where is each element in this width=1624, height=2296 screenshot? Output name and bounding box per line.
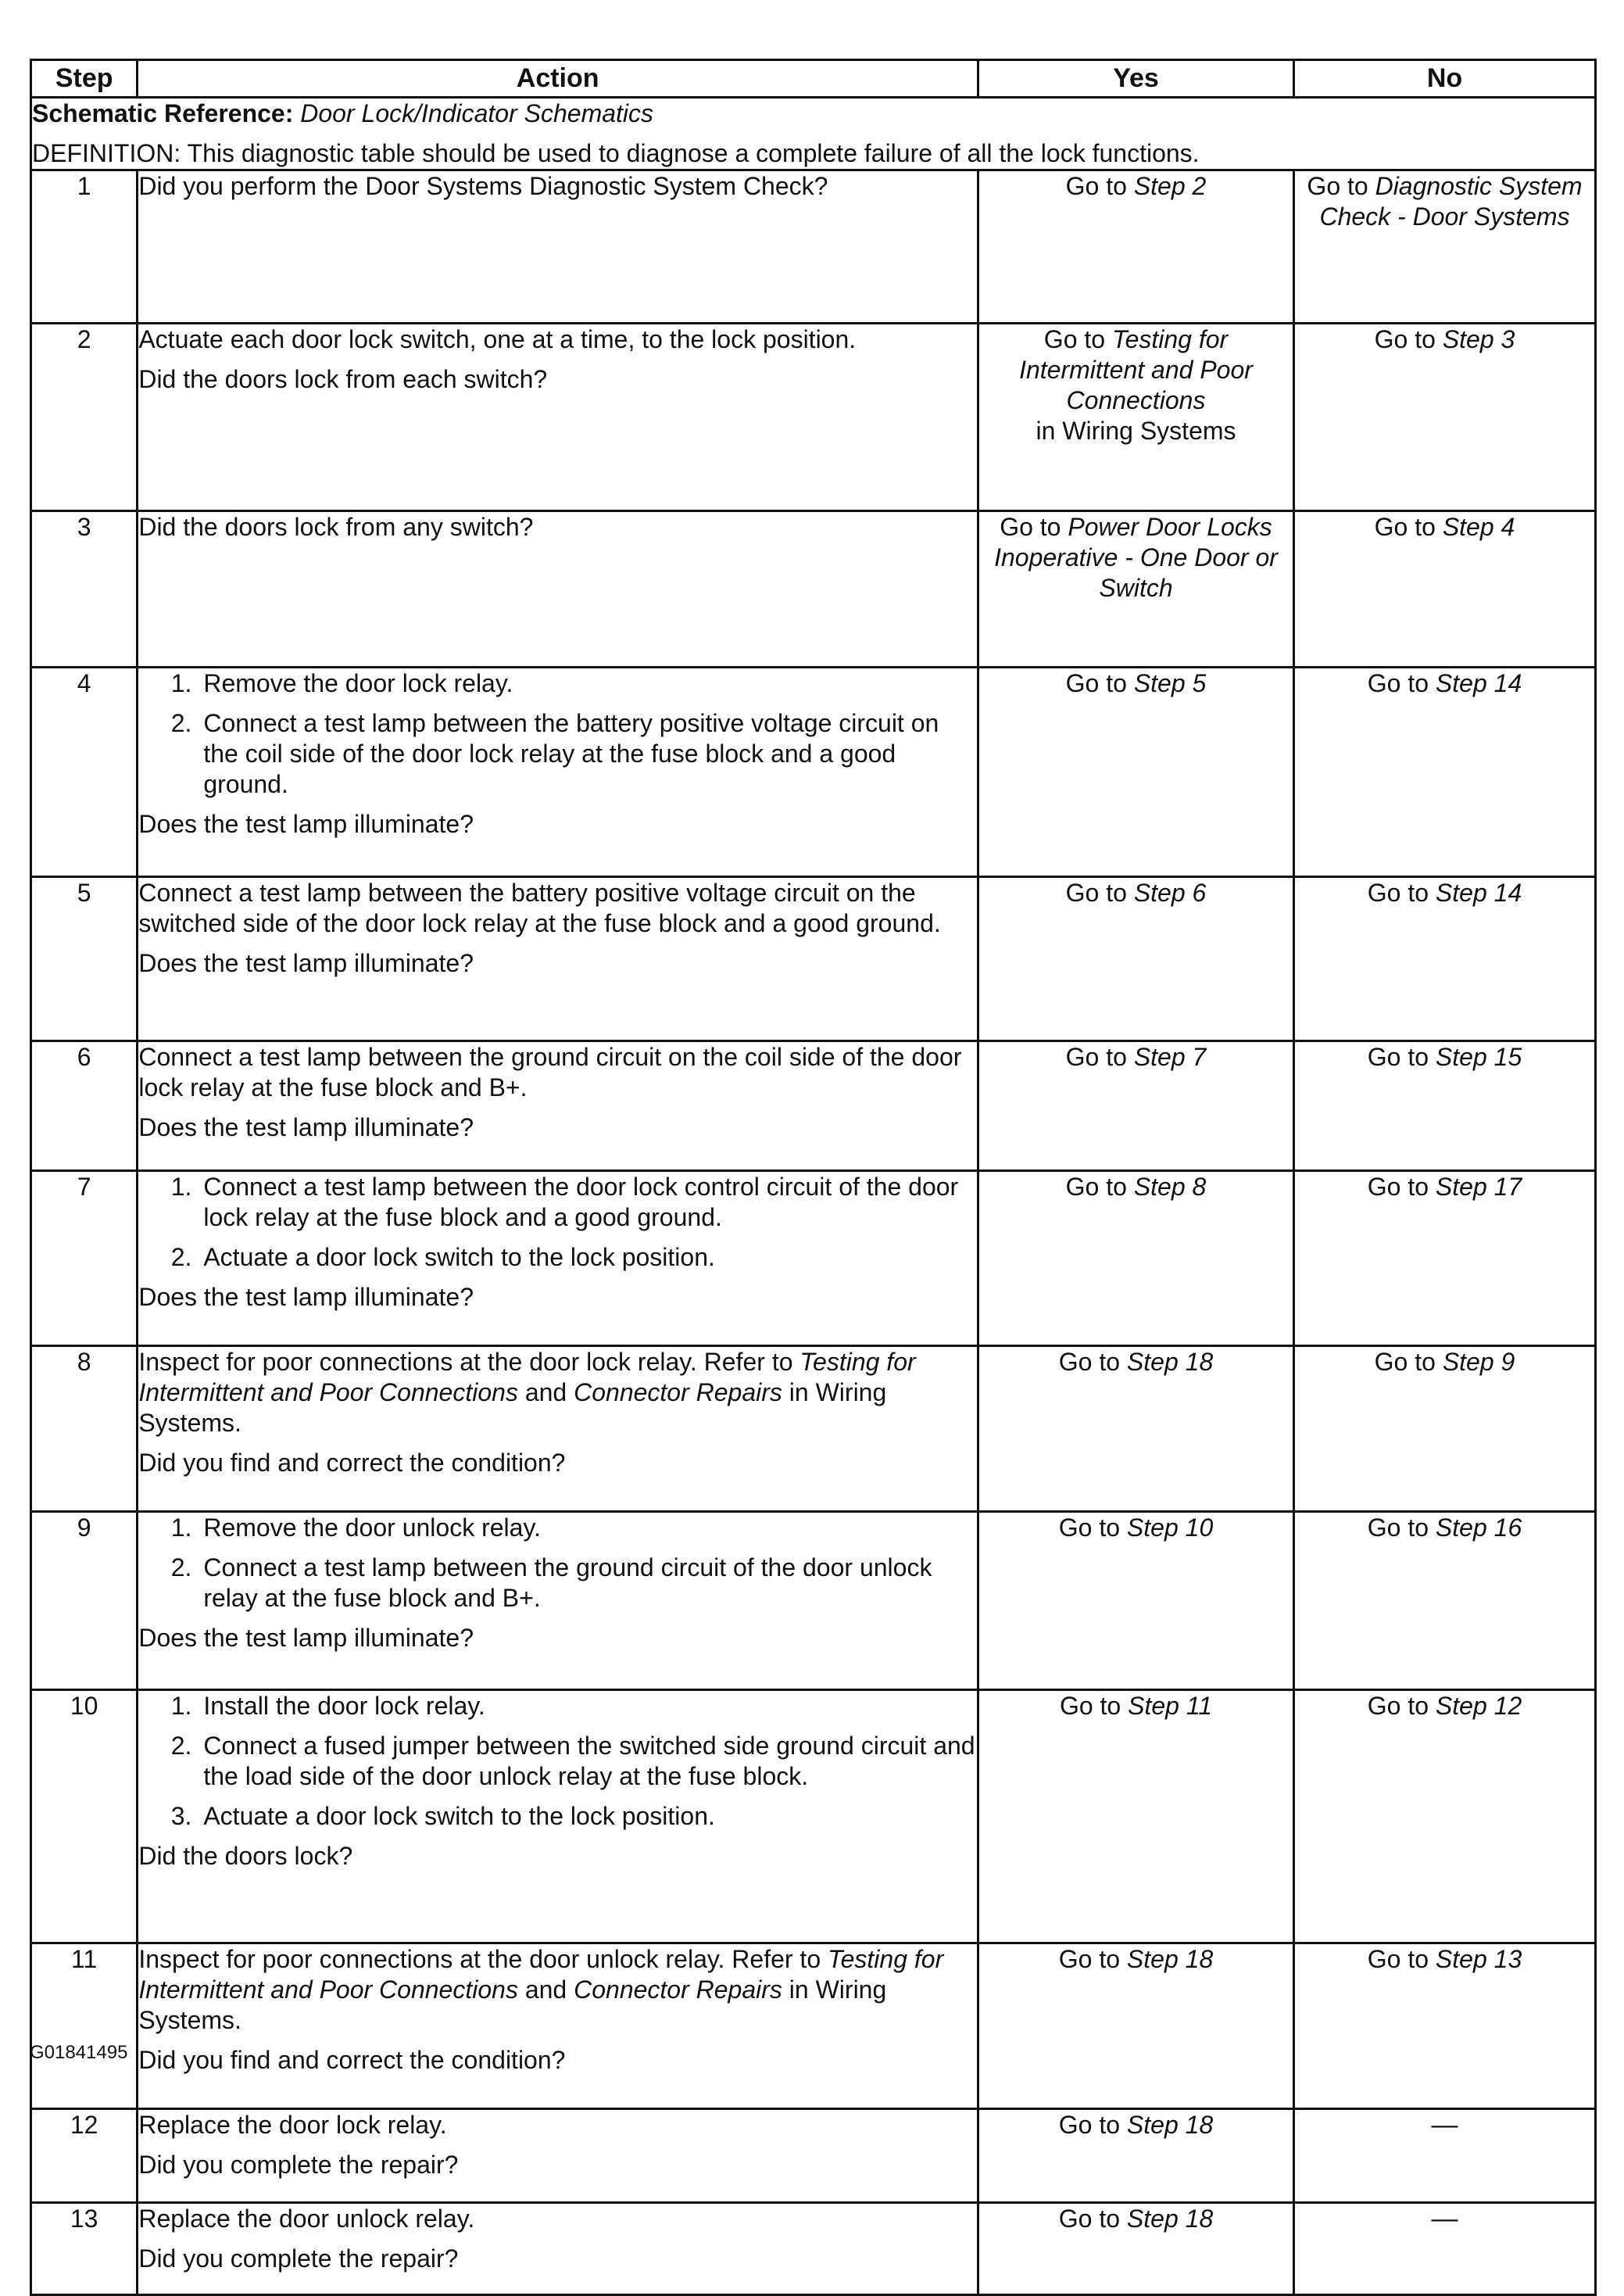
no-answer-cell	[1294, 1171, 1596, 1346]
goto-reference-link[interactable]: Step 14	[1435, 669, 1522, 697]
goto-prefix: Go to	[1059, 1692, 1129, 1720]
diagnostic-table	[30, 59, 1597, 2296]
yes-answer-cell	[978, 511, 1294, 668]
figure-code: G01841495	[30, 2042, 128, 2063]
goto-reference-link[interactable]: Step 18	[1126, 2111, 1214, 2139]
not-applicable-dash: —	[1431, 2110, 1458, 2140]
goto-prefix: Go to	[1065, 1043, 1134, 1071]
goto-reference-link[interactable]: Step 14	[1435, 879, 1522, 907]
goto-prefix: Go to	[1000, 513, 1068, 541]
goto-prefix: Go to	[1367, 669, 1436, 697]
goto-prefix: Go to	[1367, 1513, 1436, 1542]
goto-prefix: Go to	[1374, 1348, 1443, 1376]
inspect-pre: Inspect for poor connections at the door unlock relay. Refer to	[138, 1945, 821, 1973]
step-row	[31, 324, 1596, 511]
action-text: Did the doors lock from any switch?	[138, 513, 534, 541]
step-row	[31, 877, 1596, 1041]
sub-step: 1. Connect a test lamp between the door lock control circuit of the door lock relay at the fuse block and a good ground.	[199, 1172, 977, 1233]
inspect-text	[138, 1944, 977, 2036]
step-row	[31, 1041, 1596, 1171]
step-row	[31, 170, 1596, 324]
no-answer-cell	[1294, 1512, 1596, 1690]
yes-answer-cell	[978, 877, 1294, 1041]
action-text: Replace the door unlock relay.	[138, 2205, 475, 2233]
question-text: Did the doors lock?	[138, 1842, 353, 1870]
yes-answer-cell	[978, 2109, 1294, 2203]
definition-text: DEFINITION: This diagnostic table should be used to diagnose a complete failure of all the lock functions.	[32, 139, 1200, 167]
step-row	[31, 511, 1596, 668]
question-text: Does the test lamp illuminate?	[138, 810, 474, 838]
yes-answer-cell	[978, 1690, 1294, 1943]
goto-reference-link[interactable]: Power Door Locks Inoperative - One Door or Switch	[994, 513, 1278, 602]
action-cell	[138, 877, 978, 1041]
header-yes: Yes	[978, 60, 1294, 98]
step-number: 4	[31, 668, 138, 877]
goto-prefix: Go to	[1058, 1513, 1127, 1542]
goto-reference-link[interactable]: Testing for Intermittent and Poor Connections	[1019, 325, 1253, 414]
step-rows	[31, 170, 1596, 2295]
goto-prefix: Go to	[1367, 1043, 1436, 1071]
yes-answer-cell	[978, 324, 1294, 511]
goto-prefix: Go to	[1058, 2205, 1127, 2233]
testing-reference-link[interactable]: Testing for Intermittent and Poor Connections	[138, 1348, 916, 1406]
action-cell	[138, 668, 978, 877]
connector-repairs-link[interactable]: Connector Repairs	[574, 1975, 782, 2004]
goto-reference-link[interactable]: Step 4	[1442, 513, 1515, 541]
step-row	[31, 668, 1596, 877]
action-cell	[138, 1512, 978, 1690]
sub-step: 2. Connect a fused jumper between the switched side ground circuit and the load side of the door unlock relay at the fuse block.	[199, 1731, 977, 1792]
goto-prefix: Go to	[1058, 2111, 1127, 2139]
inspect-and: and	[524, 1378, 567, 1406]
goto-prefix: Go to	[1374, 513, 1443, 541]
action-cell	[138, 170, 978, 324]
schematic-reference-label: Schematic Reference:	[32, 99, 294, 127]
step-row	[31, 2109, 1596, 2203]
action-cell	[138, 2203, 978, 2295]
inspect-text	[138, 1347, 977, 1438]
goto-reference-link[interactable]: Step 18	[1126, 1348, 1214, 1376]
goto-reference-link[interactable]: Step 3	[1442, 325, 1515, 353]
sub-step: 3. Actuate a door lock switch to the lock position.	[199, 1801, 977, 1832]
step-number: 2	[31, 324, 138, 511]
inspect-and: and	[524, 1975, 567, 2004]
goto-reference-link[interactable]: Step 15	[1435, 1043, 1522, 1071]
goto-reference-link[interactable]: Step 18	[1126, 2205, 1214, 2233]
action-cell	[138, 1943, 978, 2109]
goto-reference-link[interactable]: Step 6	[1133, 879, 1207, 907]
action-text: Connect a test lamp between the ground circuit on the coil side of the door lock relay at the fuse block and B+.	[138, 1043, 962, 1101]
connector-repairs-link[interactable]: Connector Repairs	[574, 1378, 782, 1406]
yes-answer-cell	[978, 1943, 1294, 2109]
question-text: Did you complete the repair?	[138, 2151, 459, 2179]
goto-reference-link[interactable]: Step 17	[1435, 1173, 1522, 1201]
step-number: 10	[31, 1690, 138, 1943]
yes-answer-cell	[978, 1171, 1294, 1346]
sub-step-list	[138, 1513, 977, 1614]
yes-answer-cell	[978, 1512, 1294, 1690]
header-action: Action	[138, 60, 978, 98]
header-step: Step	[31, 60, 138, 98]
sub-step: 2. Connect a test lamp between the ground circuit of the door unlock relay at the fuse block and B+.	[199, 1553, 977, 1614]
goto-prefix: Go to	[1374, 325, 1443, 353]
step-number: 12	[31, 2109, 138, 2203]
step-number: 3	[31, 511, 138, 668]
step-row	[31, 1171, 1596, 1346]
no-answer-cell	[1294, 2203, 1596, 2295]
step-row	[31, 1943, 1596, 2109]
no-answer-cell	[1294, 1346, 1596, 1512]
question-text: Did you complete the repair?	[138, 2244, 459, 2273]
inspect-pre: Inspect for poor connections at the door lock relay. Refer to	[138, 1348, 793, 1376]
step-number: 6	[31, 1041, 138, 1171]
action-text: Connect a test lamp between the battery positive voltage circuit on the switched side of the door lock relay at the fuse block and a good ground.	[138, 879, 941, 937]
no-answer-cell	[1294, 1041, 1596, 1171]
goto-prefix: Go to	[1058, 1348, 1127, 1376]
no-answer-cell	[1294, 2109, 1596, 2203]
goto-reference-link[interactable]: Step 13	[1435, 1945, 1522, 1973]
step-row	[31, 1346, 1596, 1512]
action-cell	[138, 324, 978, 511]
goto-prefix: Go to	[1367, 879, 1436, 907]
action-cell	[138, 1041, 978, 1171]
goto-prefix: Go to	[1058, 1945, 1127, 1973]
header-no: No	[1294, 60, 1596, 98]
testing-reference-link[interactable]: Testing for Intermittent and Poor Connections	[138, 1945, 944, 2004]
step-row	[31, 1512, 1596, 1690]
goto-prefix: Go to	[1065, 879, 1134, 907]
no-answer-cell	[1294, 668, 1596, 877]
action-text: Actuate each door lock switch, one at a time, to the lock position.	[138, 325, 857, 353]
action-cell	[138, 1346, 978, 1512]
inspect-post: in Wiring Systems.	[138, 1975, 887, 2034]
yes-answer-cell	[978, 2203, 1294, 2295]
sub-step: 1. Install the door lock relay.	[199, 1691, 977, 1721]
schematic-reference-link[interactable]: Door Lock/Indicator Schematics	[300, 99, 654, 127]
question-text: Does the test lamp illuminate?	[138, 1113, 474, 1141]
goto-prefix: Go to	[1367, 1945, 1436, 1973]
goto-prefix: Go to	[1065, 669, 1134, 697]
no-answer-cell	[1294, 877, 1596, 1041]
yes-answer-cell	[978, 170, 1294, 324]
goto-reference-link[interactable]: Step 8	[1133, 1173, 1207, 1201]
not-applicable-dash: —	[1431, 2204, 1458, 2233]
goto-suffix: in Wiring Systems	[1036, 417, 1236, 445]
question-text: Did the doors lock from each switch?	[138, 365, 548, 393]
reference-cell	[31, 98, 1596, 170]
action-text: Did you perform the Door Systems Diagnostic System Check?	[138, 172, 828, 200]
goto-reference-link[interactable]: Step 5	[1133, 669, 1207, 697]
sub-step-list	[138, 1691, 977, 1832]
no-answer-cell	[1294, 1943, 1596, 2109]
yes-answer-cell	[978, 1041, 1294, 1171]
step-number: 7	[31, 1171, 138, 1346]
goto-reference-link[interactable]: Step 7	[1133, 1043, 1207, 1071]
action-cell	[138, 511, 978, 668]
step-row	[31, 2203, 1596, 2295]
question-text: Does the test lamp illuminate?	[138, 949, 474, 977]
action-cell	[138, 2109, 978, 2203]
question-text: Did you find and correct the condition?	[138, 1449, 566, 1477]
action-text: Replace the door lock relay.	[138, 2111, 447, 2139]
action-cell	[138, 1171, 978, 1346]
goto-prefix: Go to	[1367, 1173, 1436, 1201]
goto-reference-link[interactable]: Step 2	[1133, 172, 1207, 200]
step-row	[31, 1690, 1596, 1943]
question-text: Did you find and correct the condition?	[138, 2046, 566, 2074]
inspect-post: in Wiring Systems.	[138, 1378, 887, 1437]
question-text: Does the test lamp illuminate?	[138, 1624, 474, 1652]
no-answer-cell	[1294, 511, 1596, 668]
no-answer-cell	[1294, 324, 1596, 511]
sub-step: 1. Remove the door unlock relay.	[199, 1513, 977, 1543]
yes-answer-cell	[978, 668, 1294, 877]
no-answer-cell	[1294, 1690, 1596, 1943]
goto-prefix: Go to	[1065, 172, 1134, 200]
goto-prefix: Go to	[1065, 1173, 1134, 1201]
sub-step: 2. Connect a test lamp between the battery positive voltage circuit on the coil side of the door lock relay at the fuse block and a good ground.	[199, 708, 977, 800]
step-number: 1	[31, 170, 138, 324]
goto-reference-link[interactable]: Step 9	[1442, 1348, 1515, 1376]
sub-step: 1. Remove the door lock relay.	[199, 668, 977, 699]
yes-answer-cell	[978, 1346, 1294, 1512]
goto-reference-link[interactable]: Step 12	[1435, 1692, 1522, 1720]
step-number: 9	[31, 1512, 138, 1690]
step-number: 8	[31, 1346, 138, 1512]
goto-reference-link[interactable]: Step 16	[1435, 1513, 1522, 1542]
step-number: 5	[31, 877, 138, 1041]
sub-step-list	[138, 668, 977, 800]
sub-step-list	[138, 1172, 977, 1273]
goto-prefix: Go to	[1043, 325, 1112, 353]
goto-reference-link[interactable]: Step 11	[1128, 1692, 1213, 1720]
no-answer-cell	[1294, 170, 1596, 324]
sub-step: 2. Actuate a door lock switch to the lock position.	[199, 1242, 977, 1273]
question-text: Does the test lamp illuminate?	[138, 1283, 474, 1311]
reference-row	[31, 98, 1596, 170]
step-number: 11	[31, 1943, 138, 2109]
goto-reference-link[interactable]: Step 10	[1126, 1513, 1214, 1542]
goto-prefix: Go to	[1307, 172, 1375, 200]
goto-reference-link[interactable]: Step 18	[1126, 1945, 1214, 1973]
goto-prefix: Go to	[1367, 1692, 1436, 1720]
table-header-row	[31, 60, 1596, 98]
goto-reference-link[interactable]: Diagnostic System Check - Door Systems	[1319, 172, 1583, 231]
step-number: 13	[31, 2203, 138, 2295]
schematic-reference	[32, 99, 1594, 129]
action-cell	[138, 1690, 978, 1943]
